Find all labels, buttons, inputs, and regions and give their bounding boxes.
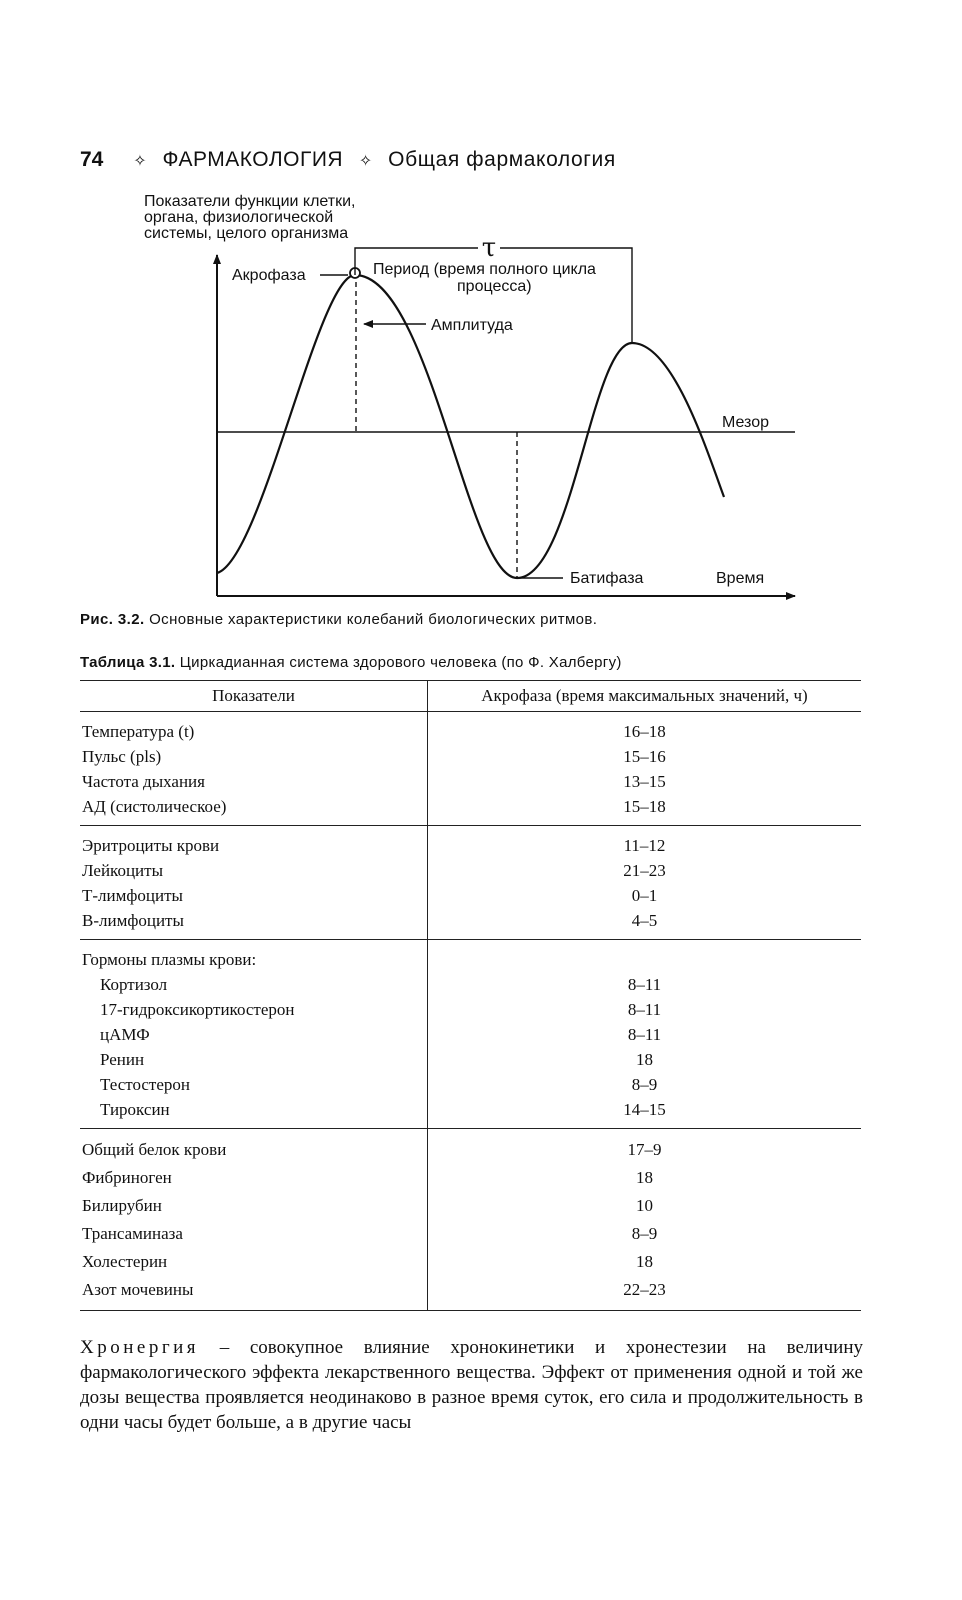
rhythm-diagram	[0, 185, 962, 605]
indicator-group-heading: Гормоны плазмы крови:	[80, 940, 428, 973]
table-row	[80, 1097, 861, 1129]
table-caption-number: Таблица 3.1.	[80, 654, 176, 671]
indicator-cell: Температура (t)	[80, 712, 428, 745]
table-row	[80, 1072, 861, 1097]
bathyphase-label: Батифаза	[570, 570, 644, 587]
acrophase-cell: 17–9	[627, 1140, 662, 1159]
table-row	[80, 1220, 861, 1248]
indicator-cell: Холестерин	[80, 1248, 428, 1276]
y-axis-label	[144, 193, 360, 242]
term-chronergy: Хронергия	[80, 1337, 200, 1358]
indicator-cell: Билирубин	[80, 1192, 428, 1220]
acrophase-cell: 8–11	[627, 1000, 662, 1019]
acrophase-label: Акрофаза	[232, 267, 306, 284]
acrophase-cell: 14–15	[428, 1097, 862, 1129]
acrophase-cell: 15–18	[428, 794, 862, 826]
table-row	[80, 997, 861, 1022]
table-row	[80, 1129, 861, 1165]
acrophase-cell: 0–1	[631, 886, 658, 905]
amplitude-label: Амплитуда	[431, 317, 513, 334]
acrophase-cell: 21–23	[623, 861, 666, 880]
indicator-cell: Тироксин	[80, 1097, 428, 1129]
figure-caption-text: Основные характеристики колебаний биологических ритмов.	[144, 611, 598, 628]
y-axis-label-line: Показатели функции клетки,	[144, 193, 356, 210]
figure-caption-number: Рис. 3.2.	[80, 611, 145, 628]
table-row	[80, 712, 861, 745]
acrophase-cell: 8–9	[631, 1224, 658, 1243]
header-section: ФАРМАКОЛОГИЯ	[162, 148, 344, 171]
table-row	[80, 940, 861, 973]
table-row	[80, 908, 861, 940]
acrophase-cell: 10	[636, 1196, 653, 1215]
page-number: 74	[80, 148, 104, 171]
table-row	[80, 972, 861, 997]
table-row	[80, 1192, 861, 1220]
acrophase-cell: 8–11	[627, 975, 662, 994]
indicator-cell: Частота дыхания	[80, 769, 428, 794]
table-row	[80, 883, 861, 908]
acrophase-cell: 18	[636, 1252, 653, 1271]
table-row	[80, 858, 861, 883]
acrophase-cell: 4–5	[428, 908, 862, 940]
indicator-cell: Трансаминаза	[80, 1220, 428, 1248]
acrophase-cell: 8–11	[627, 1025, 662, 1044]
indicator-cell: Фибриноген	[80, 1164, 428, 1192]
column-header-acrophase: Акрофаза (время максимальных значений, ч)	[428, 681, 862, 712]
x-axis-label: Время	[716, 570, 765, 587]
indicator-cell: Общий белок крови	[80, 1129, 428, 1165]
indicator-cell: В-лимфоциты	[80, 908, 428, 940]
y-axis-label-line: органа, физиологической	[144, 209, 334, 226]
acrophase-cell: 15–16	[623, 747, 666, 766]
period-symbol: τ	[481, 233, 497, 263]
table-row	[80, 744, 861, 769]
body-paragraph	[80, 1335, 863, 1435]
acrophase-cell: 11–12	[623, 836, 666, 855]
mesor-label: Мезор	[722, 414, 770, 431]
acrophase-cell: 16–18	[623, 722, 666, 741]
table-caption	[80, 654, 622, 671]
indicator-cell: 17-гидроксикортикостерон	[80, 997, 428, 1022]
acrophase-cell: 18	[636, 1050, 653, 1069]
table-caption-text: Циркадианная система здорового человека (по Ф. Халбергу)	[175, 654, 622, 671]
period-label-line: Период (время полного цикла	[373, 261, 596, 278]
indicator-cell: АД (систолическое)	[80, 794, 428, 826]
indicator-cell: Пульс (pls)	[80, 744, 428, 769]
indicator-cell: Тестостерон	[80, 1072, 428, 1097]
table-row	[80, 1164, 861, 1192]
y-axis-label-line: системы, целого организма	[144, 225, 349, 242]
table-row	[80, 1047, 861, 1072]
indicator-cell: Т-лимфоциты	[80, 883, 428, 908]
table-row	[80, 794, 861, 826]
paragraph-text: – совокупное влияние хронокинетики и хронестезии на величину фармакологического эффекта лекарственного вещества. Эффект от применения одной и той же дозы вещества проявляется неодинаково в разное время суток, его сила и продолжительность в одни часы будет больше, а в другие часы	[80, 1337, 863, 1433]
running-header	[80, 148, 616, 172]
acrophase-cell: 8–9	[631, 1075, 658, 1094]
acrophase-cell: 22–23	[428, 1276, 862, 1311]
table-header-row	[80, 681, 861, 712]
indicator-cell: цАМФ	[80, 1022, 428, 1047]
table-row	[80, 769, 861, 794]
column-header-indicators: Показатели	[80, 681, 428, 712]
period-label-line: процесса)	[457, 278, 532, 295]
figure-caption	[80, 611, 597, 628]
indicator-cell: Азот мочевины	[80, 1276, 428, 1311]
indicator-cell: Лейкоциты	[80, 858, 428, 883]
acrophase-cell: 13–15	[623, 772, 666, 791]
table-row	[80, 1276, 861, 1311]
acrophase-cell	[428, 940, 862, 973]
indicator-cell: Эритроциты крови	[80, 826, 428, 859]
header-separator-icon: ✧	[358, 153, 373, 170]
header-subsection: Общая фармакология	[388, 148, 616, 171]
table-row	[80, 1248, 861, 1276]
acrophase-cell: 18	[636, 1168, 653, 1187]
table-row	[80, 826, 861, 859]
indicator-cell: Ренин	[80, 1047, 428, 1072]
table-row	[80, 1022, 861, 1047]
circadian-table	[80, 680, 861, 1311]
indicator-cell: Кортизол	[80, 972, 428, 997]
header-separator-icon: ✧	[133, 153, 147, 170]
